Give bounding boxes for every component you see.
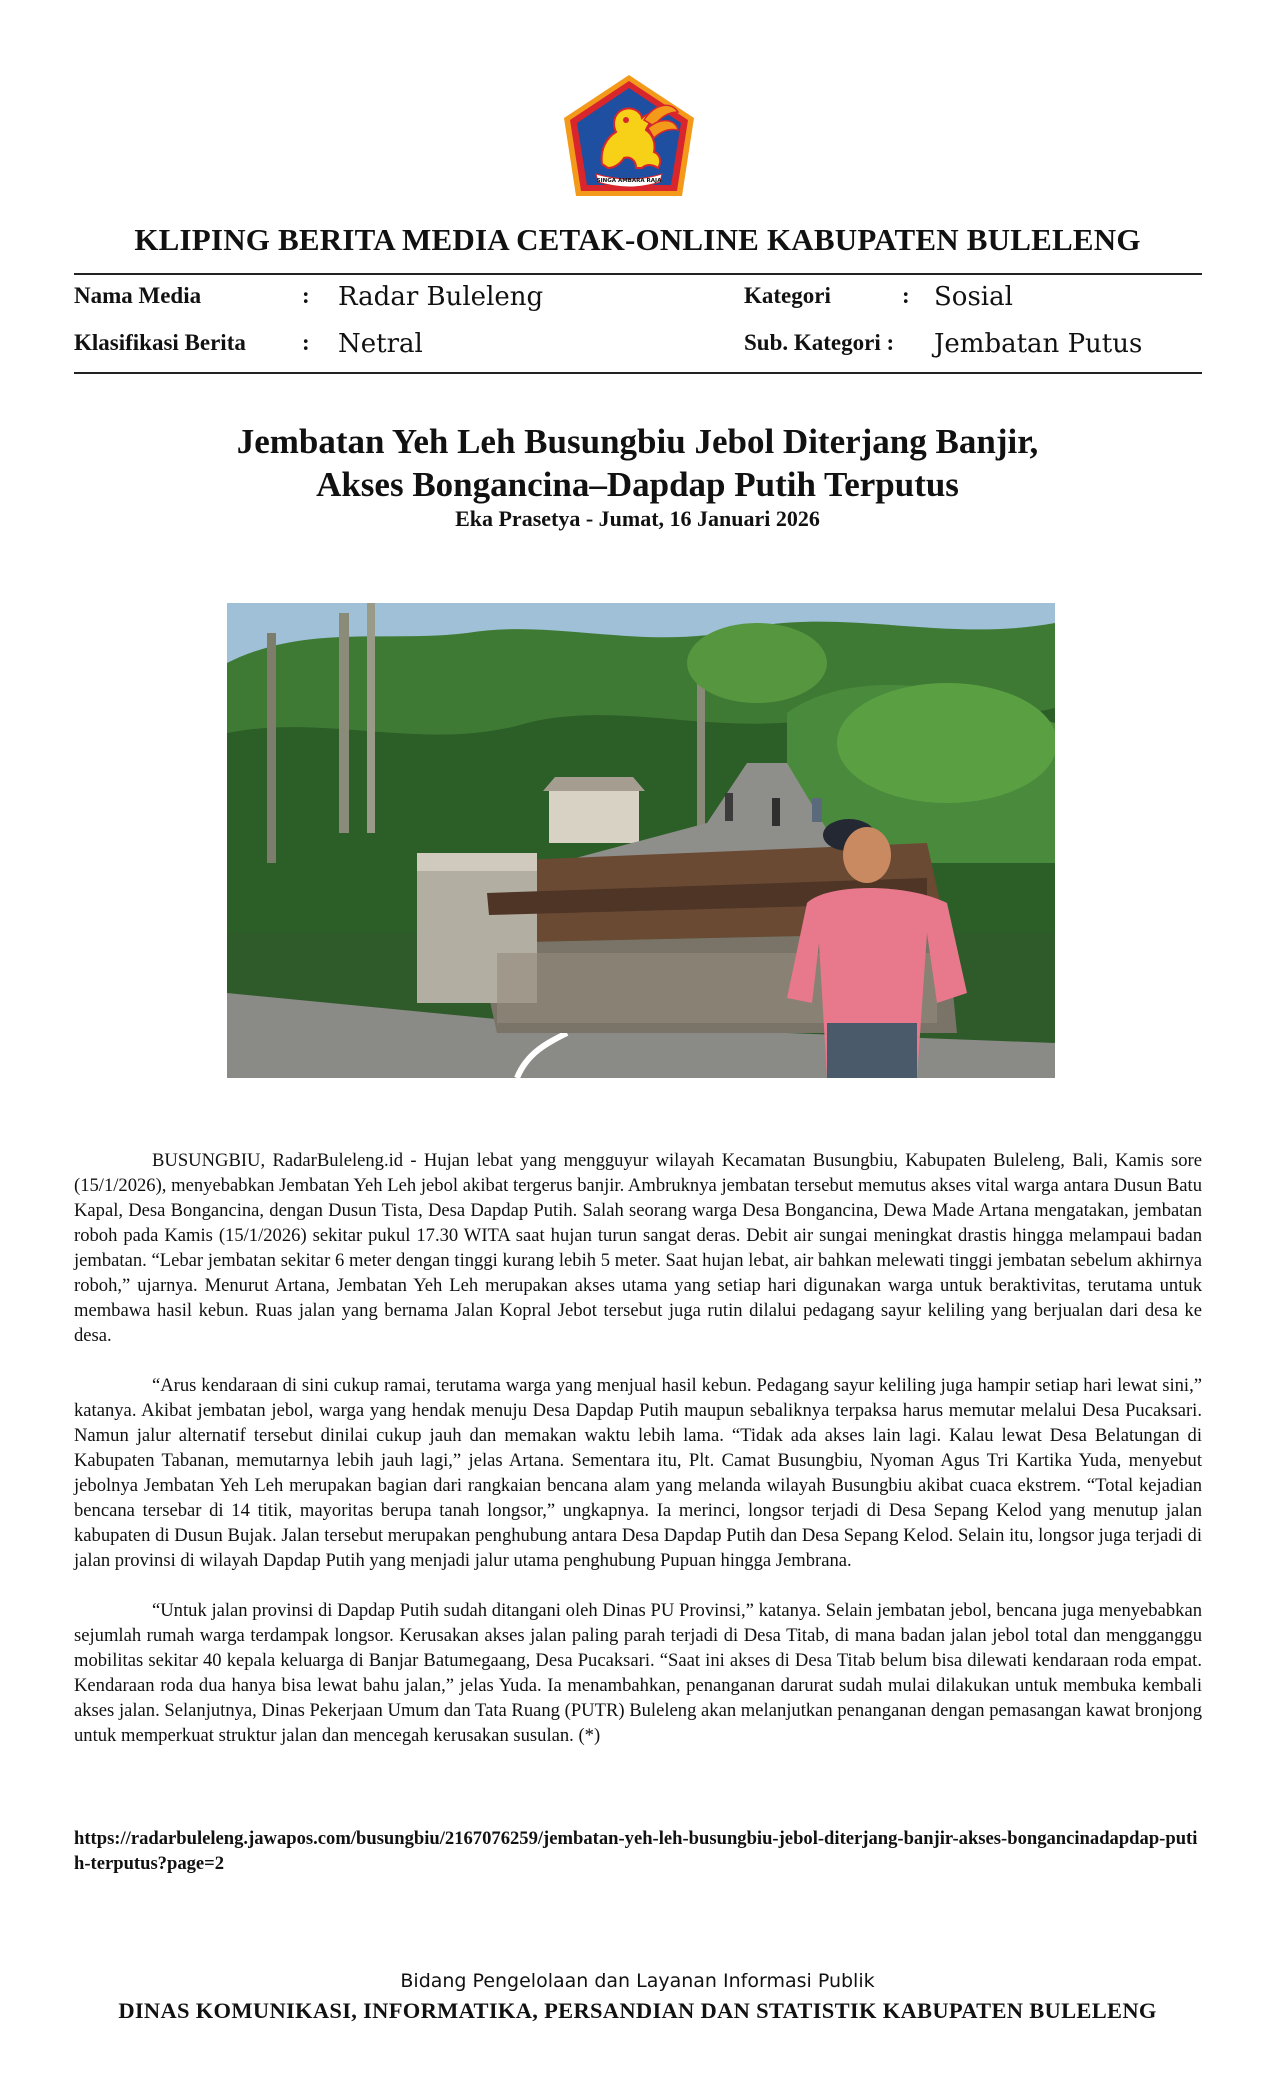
header-divider-top (74, 273, 1202, 275)
article-body (74, 1148, 1202, 1773)
source-link[interactable]: https://radarbuleleng.jawapos.com/busungbiu/2167076259/jembatan-yeh-leh-busungbiu-jebol-diterjang-banjir-akses-bongancinadapdap-putih-terputus?page=2 (74, 1828, 1198, 1874)
singa-ambara-raja-emblem (560, 72, 698, 200)
subcategory-value: Jembatan Putus (934, 329, 1143, 359)
media-name-label: Nama Media (74, 283, 202, 308)
article-paragraph-3: “Untuk jalan provinsi di Dapdap Putih sudah ditangani oleh Dinas PU Provinsi,” katanya. Selain jembatan jebol, bencana juga menyebabkan sejumlah rumah warga terdampak longsor. Kerusakan akses jalan paling parah terjadi di Desa Titab, di mana badan jalan jebol total dan mengganggu mobilitas sekitar 40 kepala keluarga di Banjar Batumegaang, Desa Pucaksari. “Saat ini akses di Desa Titab belum bisa dilewati kendaraan roda empat. Kendaraan roda dua hanya bisa lewat bahu jalan,” jelas Yuda. Ia menambahkan, penanganan darurat sudah mulai dilakukan untuk membuka kembali akses jalan. Selanjutnya, Dinas Pekerjaan Umum dan Tata Ruang (PUTR) Buleleng akan melanjutkan penanganan dengan pemasangan kawat bronjong untuk memperkuat struktur jalan dan mencegah kerusakan susulan. (*) (74, 1600, 1202, 1746)
classification-value: Netral (338, 329, 423, 359)
footer-agency: DINAS KOMUNIKASI, INFORMATIKA, PERSANDIAN DAN STATISTIK KABUPATEN BULELENG (118, 1998, 1157, 2023)
clipping-header-title: KLIPING BERITA MEDIA CETAK-ONLINE KABUPATEN BULELENG (134, 222, 1141, 257)
media-name-value: Radar Buleleng (338, 282, 544, 312)
subcategory-label: Sub. Kategori : (744, 330, 895, 355)
category-label: Kategori (744, 283, 831, 308)
category-value: Sosial (934, 282, 1013, 312)
media-name-colon: : (302, 283, 310, 308)
classification-label: Klasifikasi Berita (74, 330, 246, 355)
footer-department: Bidang Pengelolaan dan Layanan Informasi Publik (400, 1970, 875, 1992)
category-colon: : (902, 283, 910, 308)
article-paragraph-1: BUSUNGBIU, RadarBuleleng.id - Hujan lebat yang mengguyur wilayah Kecamatan Busungbiu, Kabupaten Buleleng, Bali, Kamis sore (15/1/2026), menyebabkan Jembatan Yeh Leh jebol akibat tergerus banjir. Ambruknya jembatan tersebut memutus akses vital warga antara Dusun Batu Kapal, Desa Bongancina, dengan Dusun Tista, Desa Dapdap Putih. Salah seorang warga Desa Bongancina, Dewa Made Artana mengatakan, jembatan roboh pada Kamis (15/1/2026) sekitar pukul 17.30 WITA saat hujan turun sangat deras. Debit air sungai meningkat drastis hingga melampaui badan jembatan. “Lebar jembatan sekitar 6 meter dengan tinggi kurang lebih 5 meter. Saat hujan lebat, air bahkan melewati tinggi jembatan sebelum akhirnya roboh,” ujarnya. Menurut Artana, Jembatan Yeh Leh merupakan akses utama yang setiap hari digunakan warga untuk beraktivitas, terutama untuk membawa hasil kebun. Ruas jalan yang bernama Jalan Kopral Jebot tersebut juga rutin dilalui pedagang sayur keliling yang berjualan dari desa ke desa. (74, 1150, 1202, 1346)
article-title (0, 420, 1275, 506)
classification-colon: : (302, 330, 310, 355)
regency-logo (560, 72, 698, 200)
article-title-line-1: Jembatan Yeh Leh Busungbiu Jebol Diterjang Banjir, (236, 422, 1039, 461)
article-title-line-2: Akses Bongancina–Dapdap Putih Terputus (316, 465, 959, 504)
article-paragraph-2: “Arus kendaraan di sini cukup ramai, terutama warga yang menjual hasil kebun. Pedagang sayur keliling juga hampir setiap hari lewat sini,” katanya. Akibat jembatan jebol, warga yang hendak menuju Desa Dapdap Putih maupun sebaliknya terpaksa harus memutar melalui Desa Pucaksari. Namun jalur alternatif tersebut dinilai cukup jauh dan memakan waktu lebih lama. “Tidak ada akses lain lagi. Kalau lewat Desa Belatungan di Kabupaten Tabanan, memutarnya lebih jauh lagi,” jelas Artana. Sementara itu, Plt. Camat Busungbiu, Nyoman Agus Tri Kartika Yuda, menyebut jebolnya Jembatan Yeh Leh merupakan bagian dari rangkaian bencana alam yang melanda wilayah Busungbiu akibat cuaca ekstrem. “Total kejadian bencana tersebar di 14 titik, mayoritas berupa tanah longsor,” ungkapnya. Ia merinci, longsor terjadi di Desa Sepang Kelod yang menutup jalan kabupaten di Dusun Bujak. Jalan tersebut merupakan penghubung antara Desa Dapdap Putih dan Desa Sepang Kelod. Selain itu, longsor juga terjadi di jalan provinsi di wilayah Dapdap Putih yang menjadi jalur utama penghubung Pupuan hingga Jembrana. (74, 1375, 1202, 1571)
logo-motto-text: SINGA AMBARA RAJA (596, 178, 662, 184)
collapsed-bridge-photo (227, 603, 1055, 1078)
article-photo (227, 603, 1055, 1078)
article-byline: Eka Prasetya - Jumat, 16 Januari 2026 (455, 506, 820, 531)
header-divider-bottom (74, 372, 1202, 374)
